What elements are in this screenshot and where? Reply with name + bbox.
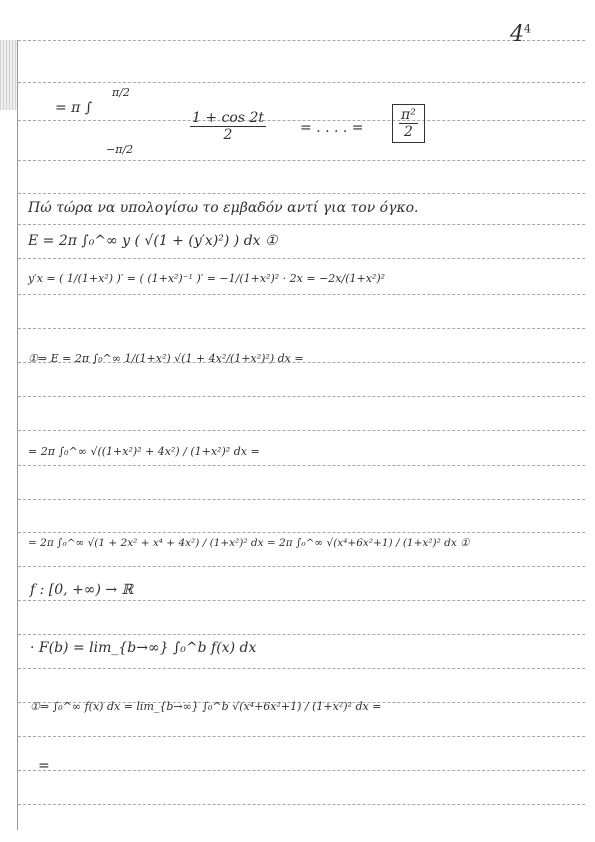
- line-7-expand: = 2π ∫₀^∞ √(1 + 2x² + x⁴ + 4x²) / (1+x²)² dx = 2π ∫₀^∞ √(x⁴+6x²+1) / (1+x²)² dx ①: [28, 537, 470, 549]
- margin-line: [17, 40, 18, 830]
- line-10-improper: ①⇒ ∫₀^∞ f(x) dx = lim_{b→∞} ∫₀^b √(x⁴+6x²+1) / (1+x²)² dx =: [30, 700, 382, 713]
- ruled-line: [18, 804, 585, 805]
- ruled-line: [18, 258, 585, 259]
- line-1-upper-limit: π/2: [112, 86, 130, 99]
- line-1-prefix: = π ∫: [55, 100, 93, 116]
- ruled-line: [18, 224, 585, 225]
- line-5-substitution: ①⇒ E = 2π ∫₀^∞ 1/(1+x²) √(1 + 4x²/(1+x²)²) dx =: [28, 352, 304, 365]
- line-6-simplify: = 2π ∫₀^∞ √((1+x²)² + 4x²) / (1+x²)² dx =: [28, 445, 260, 458]
- line-2-text: Πώ τώρα να υπολογίσω το εμβαδόν αντί για τον όγκο.: [28, 200, 419, 216]
- ruled-line: [18, 600, 585, 601]
- ruled-line: [18, 160, 585, 161]
- line-9-limit-def: · F(b) = lim_{b→∞} ∫₀^b f(x) dx: [30, 640, 257, 656]
- ruled-line: [18, 736, 585, 737]
- ruled-line: [18, 328, 585, 329]
- line-1-lower-limit: −π/2: [106, 143, 134, 156]
- ruled-line: [18, 396, 585, 397]
- ruled-line: [18, 532, 585, 533]
- line-3-formula: E = 2π ∫₀^∞ y ( √(1 + (y′x)²) ) dx ①: [28, 233, 278, 249]
- line-11-equals: =: [38, 758, 50, 774]
- line-4-derivative: y′x = ( 1/(1+x²) )′ = ( (1+x²)⁻¹ )′ = −1/(1+x²)² · 2x = −2x/(1+x²)²: [28, 272, 386, 285]
- ruled-line: [18, 82, 585, 83]
- line-1-ellipsis: = . . . . =: [300, 120, 364, 136]
- ruled-line: [18, 566, 585, 567]
- ruled-line: [18, 430, 585, 431]
- page-number: $4^4$: [510, 22, 531, 47]
- ruled-line: [18, 40, 585, 41]
- ruled-line: [18, 193, 585, 194]
- line-8-domain: f : [0, +∞) → ℝ: [30, 582, 134, 598]
- ruled-line: [18, 465, 585, 466]
- ruled-line: [18, 770, 585, 771]
- ruled-line: [18, 668, 585, 669]
- ruled-line: [18, 294, 585, 295]
- line-1-fraction: $\frac{1 + \cos 2t}{2}$: [192, 110, 264, 143]
- ruled-line: [18, 634, 585, 635]
- scan-shading: [0, 40, 18, 110]
- ruled-line: [18, 499, 585, 500]
- line-1-result: $\frac{\text{π²}}{2}$: [392, 104, 425, 143]
